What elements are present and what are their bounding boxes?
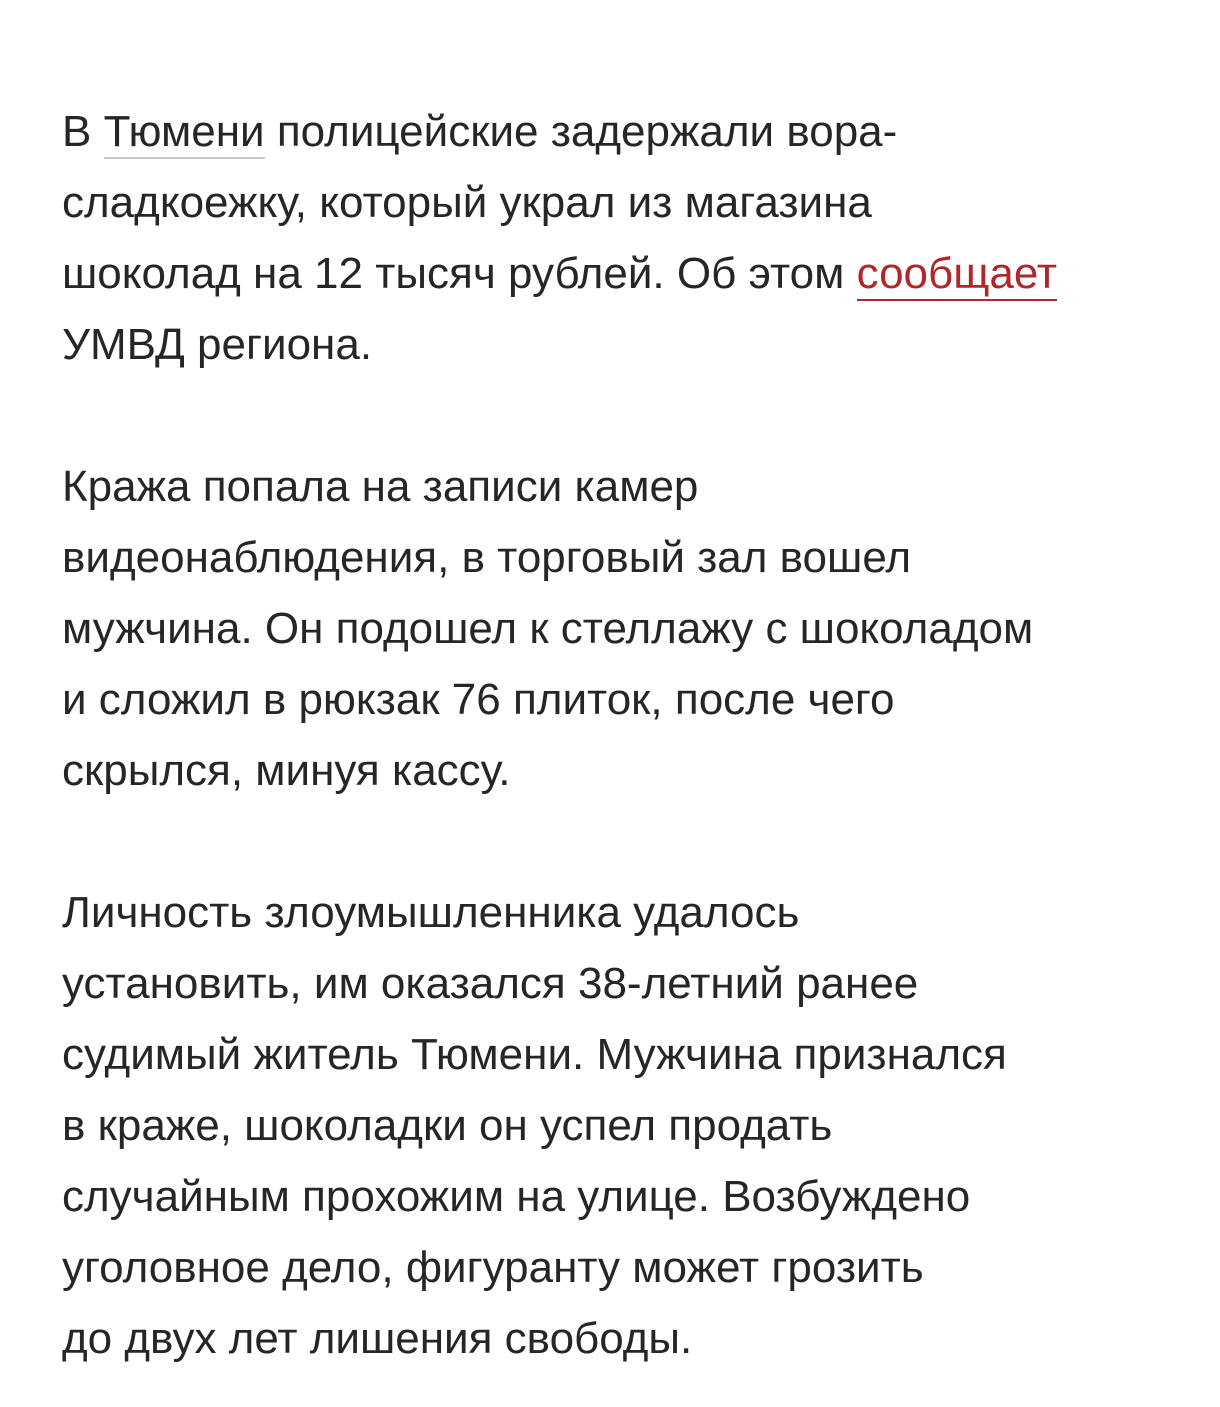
paragraph-1-line-1	[62, 96, 1172, 167]
paragraph-line: случайным прохожим на улице. Возбуждено	[62, 1172, 971, 1221]
paragraph-line: мужчина. Он подошел к стеллажу с шоколадом	[62, 604, 1034, 653]
place-link-tyumen[interactable]: Тюмени	[104, 107, 265, 159]
paragraph-line: уголовное дело, фигуранту может грозить	[62, 1243, 924, 1292]
paragraph-line: в краже, шоколадки он успел продать	[62, 1101, 833, 1150]
article-body	[62, 96, 1172, 1374]
paragraph-line: видеонаблюдения, в торговый зал вошел	[62, 533, 911, 582]
text-fragment: шоколад на 12 тысяч рублей. Об этом	[62, 249, 857, 298]
paragraph-1-line-3	[62, 238, 1172, 309]
paragraph-1-line-2: сладкоежку, который украл из магазина	[62, 178, 872, 227]
paragraph-line: судимый житель Тюмени. Мужчина признался	[62, 1030, 1007, 1079]
paragraph-1	[62, 96, 1172, 380]
paragraph-line: установить, им оказался 38-летний ранее	[62, 959, 919, 1008]
text-fragment: полицейские задержали вора-	[264, 107, 898, 156]
paragraph-line: и сложил в рюкзак 76 плиток, после чего	[62, 675, 895, 724]
text-fragment: В	[62, 107, 104, 156]
paragraph-line: Личность злоумышленника удалось	[62, 888, 800, 937]
source-link[interactable]: сообщает	[857, 249, 1057, 301]
paragraph-1-line-4: УМВД региона.	[62, 320, 373, 369]
paragraph-2	[62, 451, 1172, 806]
paragraph-line: до двух лет лишения свободы.	[62, 1314, 693, 1363]
paragraph-line: скрылся, минуя кассу.	[62, 746, 511, 795]
paragraph-3	[62, 877, 1172, 1374]
paragraph-line: Кража попала на записи камер	[62, 462, 699, 511]
